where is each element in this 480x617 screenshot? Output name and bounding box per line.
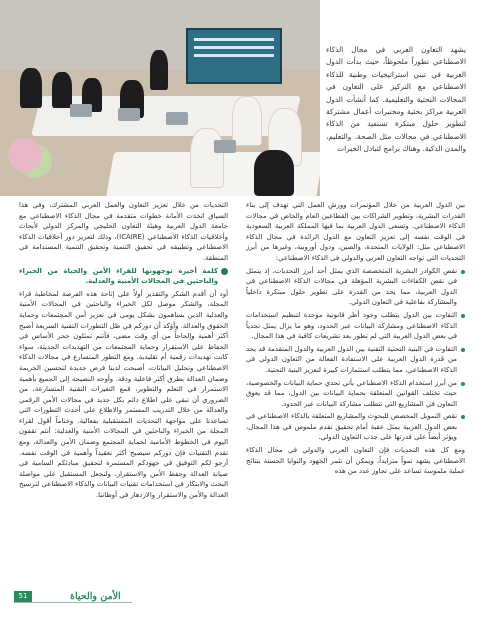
page-number: 51 <box>14 591 32 602</box>
laptop <box>166 112 188 125</box>
middle-column <box>246 200 465 479</box>
attendee-figure <box>150 50 168 90</box>
body-paragraph: التحديات من خلال تعزيز التعاون والعمل العربي المشترك، وفي هذا السياق اتخذت الأمانة خطوات متقدمة في مجال الذكاء الاصطناعي مع جامعة الدول العربية وهيئة التعاون الخليجي والمركز الدولي لأبحاث وأخلاقيات الذكاء الاصطناعي (ICAIRE)، وذلك لتعزيز دور أخلاقيات الذكاء الاصطناعي وتطبيقه في تحقيق التنمية وتحقيق التنمية المستدامة في المنطقة. <box>19 201 228 262</box>
attendee-figure <box>52 72 72 108</box>
flower-arrangement <box>8 138 42 172</box>
left-column <box>19 200 228 503</box>
attendee-figure <box>20 68 42 108</box>
intro-column <box>326 44 466 157</box>
body-paragraph: ومع كل هذه التحديات فإن التعاون العربي والدولي في مجال الذكاء الاصطناعي يشهد نمواً متزايداً، ويمكن أن تثمر الجهود والنوايا الحسنة بنتائج عملية ملموسة تساعد على تجاوز عدد من هذه <box>246 446 465 476</box>
bullet-circle-icon <box>221 268 228 275</box>
question-heading <box>19 266 228 287</box>
intro-paragraph: يشهد التعاون العربي في مجال الذكاء الاصطناعي تطوراً ملحوظاً، حيث بدأت الدول العربية في تبني استراتيجيات وطنية للذكاء الاصطناعي مع التركيز على التعاون في المجالات البحثية والتعليمية. كما أنشأت الدول العربية مراكز بحثية ومختبرات أعمال مشتركة لتطوير حلول مبتكرة تستفيد من الذكاء الاصطناعي في مجالات مثل الصحة، والتعليم، والمدن الذكية. وهناك برامج لتبادل الخبرات <box>326 45 466 154</box>
laptop <box>214 140 236 153</box>
attendee-figure <box>190 128 224 188</box>
challenge-item: من أبرز استخدام الذكاء الاصطناعي يأتي تحدي حماية البيانات والخصوصية، حيث تختلف القوانين المتعلقة بحماية البيانات بين الدول، مما قد يعوق التعاون في المشاريع التي تتطلب مشاركة البيانات عبر الحدود. <box>246 378 465 410</box>
presentation-screen <box>186 28 282 84</box>
conference-photo <box>0 0 320 196</box>
challenge-item: نقص التمويل المخصص للبحوث والمشاريع المتعلقة بالذكاء الاصطناعي في بعض الدول العربية يمثل عقبة أمام تحقيق تقدم ملموس في هذا المجال، ويؤثر أيضاً على قدرتها على جذب التعاون الدولي. <box>246 411 465 443</box>
challenge-item: التفاوت بين الدول يتطلب وجود أطر قانونية موحدة لتنظيم استخدامات الذكاء الاصطناعي ومشاركة البيانات عبر الحدود، وهو ما يزال يمثل تحدياً في بعض الدول العربية التي لم تطور بعد تشريعات كافية في هذا المجال. <box>246 310 465 342</box>
challenge-item: نقص الكوادر البشرية المتخصصة الذي يمثل أحد أبرز التحديات، إذ يتمثل في نقص الكفاءات البشرية المؤهلة في مجالات الذكاء الاصطناعي في الدول العربية، مما يحد من القدرة على تطوير حلول مبتكرة داخلياً والمشاركة بفاعلية في التعاون الدولي. <box>246 266 465 308</box>
body-paragraph: بين الدول العربية من خلال المؤتمرات وورش العمل التي تهدف إلى بناء القدرات البشرية، وتطوير الشراكات بين القطاعين العام والخاص في مجالات الذكاء الاصطناعي. وتسعى الدول العربية بما فيها المملكة العربية السعودية في الوقت نفسه إلى تعزيز التعاون مع الدول الرائدة في مجال الذكاء الاصطناعي مثل: الولايات المتحدة، والصين، ودول أوروبية، وغيرها من أبرز التحديات التي تواجه التعاون العربي والدولي في الذكاء الاصطناعي: <box>246 201 465 262</box>
attendee-figure <box>232 96 262 146</box>
attendee-figure <box>254 150 294 196</box>
body-paragraph: أود أن أقدم الشكر والتقدير أولاً على إتاحة هذه الفرصة لمخاطبة قراء المجلة، والشكر موصل لكل الخبراء والباحثين في المجالات الأمنية والعدلية الذين يساهمون بشكل يومي في تعزيز أمن المجتمعات وحماية الحقوق والعدالة. وأؤكد أن دوركم في ظل التطورات التقنية السريعة أصبح أكثر أهمية وإلحاحاً من أي وقت مضى، فأنتم تمثلون حجر الأساس في الحفاظ على الاستقرار وحماية المجتمعات من التهديدات الحديثة، سواء كانت تهديدات رقمية أم تقليدية. ومع التطور المتسارع في مجالات الذكاء الاصطناعي وتحليل البيانات، أصبحت لدينا فرص جديدة لتحسين الجريمة وضمان العدالة بطرق أكثر فاعلية ودقة. وأوجه النصيحة إلى الجميع بأهمية الاستمرار في التعلم والتطوير، فمع التغيرات التقنية المتسارعة، من الضروري أن تبقى على اطلاع دائم بكل جديد في مجالات الأمن الرقمي والعدالة من خلال التدريب المستمر والاطلاع على أحدث التطورات التي تساعدنا على مواجهة التحديات المستقبلية بفعالية. وختاماً أقول لقراء المجلة من الخبراء والباحثين في المجالات الأمنية والعدلية: أنتم تقفون اليوم في الخطوط الأمامية لحماية المجتمع وضمان الأمن والعدالة، ومع تقدم التقنيات فإن دوركم سيصبح أكثر تعقيداً وأهمية في الوقت نفسه. أرجو لكم التوفيق في جهودكم المستمرة لتحقيق مبادئكم السامية في صيانة العدالة وحفظ الأمن والاستقرار، ولنجعل المستقبل على مواصلة البحث والابتكار في استخدامات تقنيات البيانات والذكاء الاصطناعي لترسيخ العدالة والأمن والاستقرار والازدهار في أوطاننا. <box>19 289 228 500</box>
magazine-name: الأمن والحياة <box>70 591 121 602</box>
laptop <box>118 108 140 121</box>
challenge-item: التفاوت في البنية التحتية التقنية بين الدول العربية والدول المتقدمة قد يحد من قدرة الدول العربية على الاستفادة الفعالة من التعاون الدولي في الذكاء الاصطناعي، مما يتطلب استثمارات كبيرة لتعزيز البنية التحتية. <box>246 344 465 376</box>
question-heading-text: كلمة أخيرة توجهونها للقراء الأمن والحياة من الخبراء والباحثين في المجالات الأمنية والعدلية. <box>19 266 218 286</box>
laptop <box>70 104 92 117</box>
